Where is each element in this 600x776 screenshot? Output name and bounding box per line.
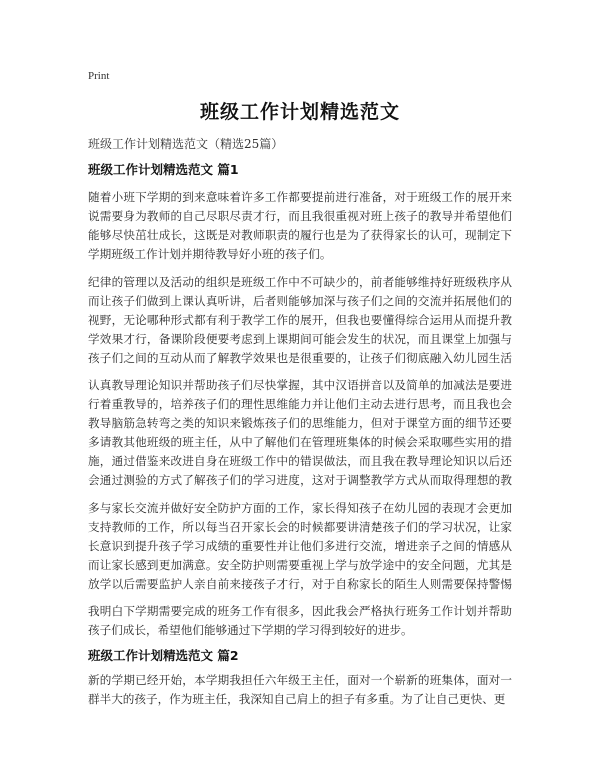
section-heading-2: 班级工作计划精选范文 篇2 [88, 648, 239, 663]
paragraph: 新的学期已经开始，本学期我担任六年级王主任，面对一个崭新的班集体，面对一群半大的孩子，作为班主任，我深知自己肩上的担子有多重。为了让自己更快、更 [88, 673, 512, 706]
section-heading-1: 班级工作计划精选范文 篇1 [88, 162, 239, 177]
paragraph: 纪律的管理以及活动的组织是班级工作中不可缺少的，前者能够维持好班级秩序从而让孩子们做到上课认真听讲，后者则能够加深与孩子们之间的交流并拓展他们的视野，无论哪种形式都有利于教学工作的展开，但我也要懂得综合运用从而提升教学效果才行，备课阶段便要考虑到上课期间可能会发生的状况，而且课堂上加强与孩子们之间的互动从而了解教学效果也是很重要的，让孩子们彻底融入幼儿园生活 [88, 275, 512, 365]
paragraph: 我明白下学期需要完成的班务工作有很多，因此我会严格执行班务工作计划并帮助孩子们成长，希望他们能够通过下学期的学习得到较好的进步。 [88, 604, 512, 637]
print-label: Print [88, 70, 110, 82]
page-subtitle: 班级工作计划精选范文（精选25篇） [88, 137, 284, 151]
page-title: 班级工作计划精选范文 [199, 101, 400, 123]
paragraph: 多与家长交流并做好安全防护方面的工作，家长得知孩子在幼儿园的表现才会更加支持教师的工作，所以每当召开家长会的时候都要讲清楚孩子们的学习状况，让家长意识到提升孩子学习成绩的重要性并让他们多进行交流，增进亲子之间的情感从而让家长感到更加满意。安全防护则需要重视上学与放学途中的安全问题，尤其是放学以后需要监护人亲自前来接孩子才行，对于自称家长的陌生人则需要保持警惕 [88, 501, 512, 591]
paragraph: 随着小班下学期的到来意味着许多工作都要提前进行准备，对于班级工作的展开来说需要身为教师的自己尽职尽责才行，而且我很重视对班上孩子的教导并希望他们能够尽快茁壮成长，这既是对教师职责的履行也是为了获得家长的认可，现制定下学期班级工作计划并期待教导好小班的孩子们。 [88, 190, 512, 261]
paragraph: 认真教导理论知识并帮助孩子们尽快掌握，其中汉语拼音以及简单的加减法是要进行着重教导的，培养孩子们的理性思维能力并让他们主动去进行思考，而且我也会教导脑筋急转弯之类的知识来锻炼孩子们的思维能力，但对于课堂方面的细节还要多请教其他班级的班主任，从中了解他们在管理班集体的时候会采取哪些实用的措施，通过借鉴来改进自身在班级工作中的错误做法，而且我在教导理论知识以后还会通过测验的方式了解孩子们的学习进度，这对于调整教学方式从而取得理想的教 [88, 378, 512, 487]
